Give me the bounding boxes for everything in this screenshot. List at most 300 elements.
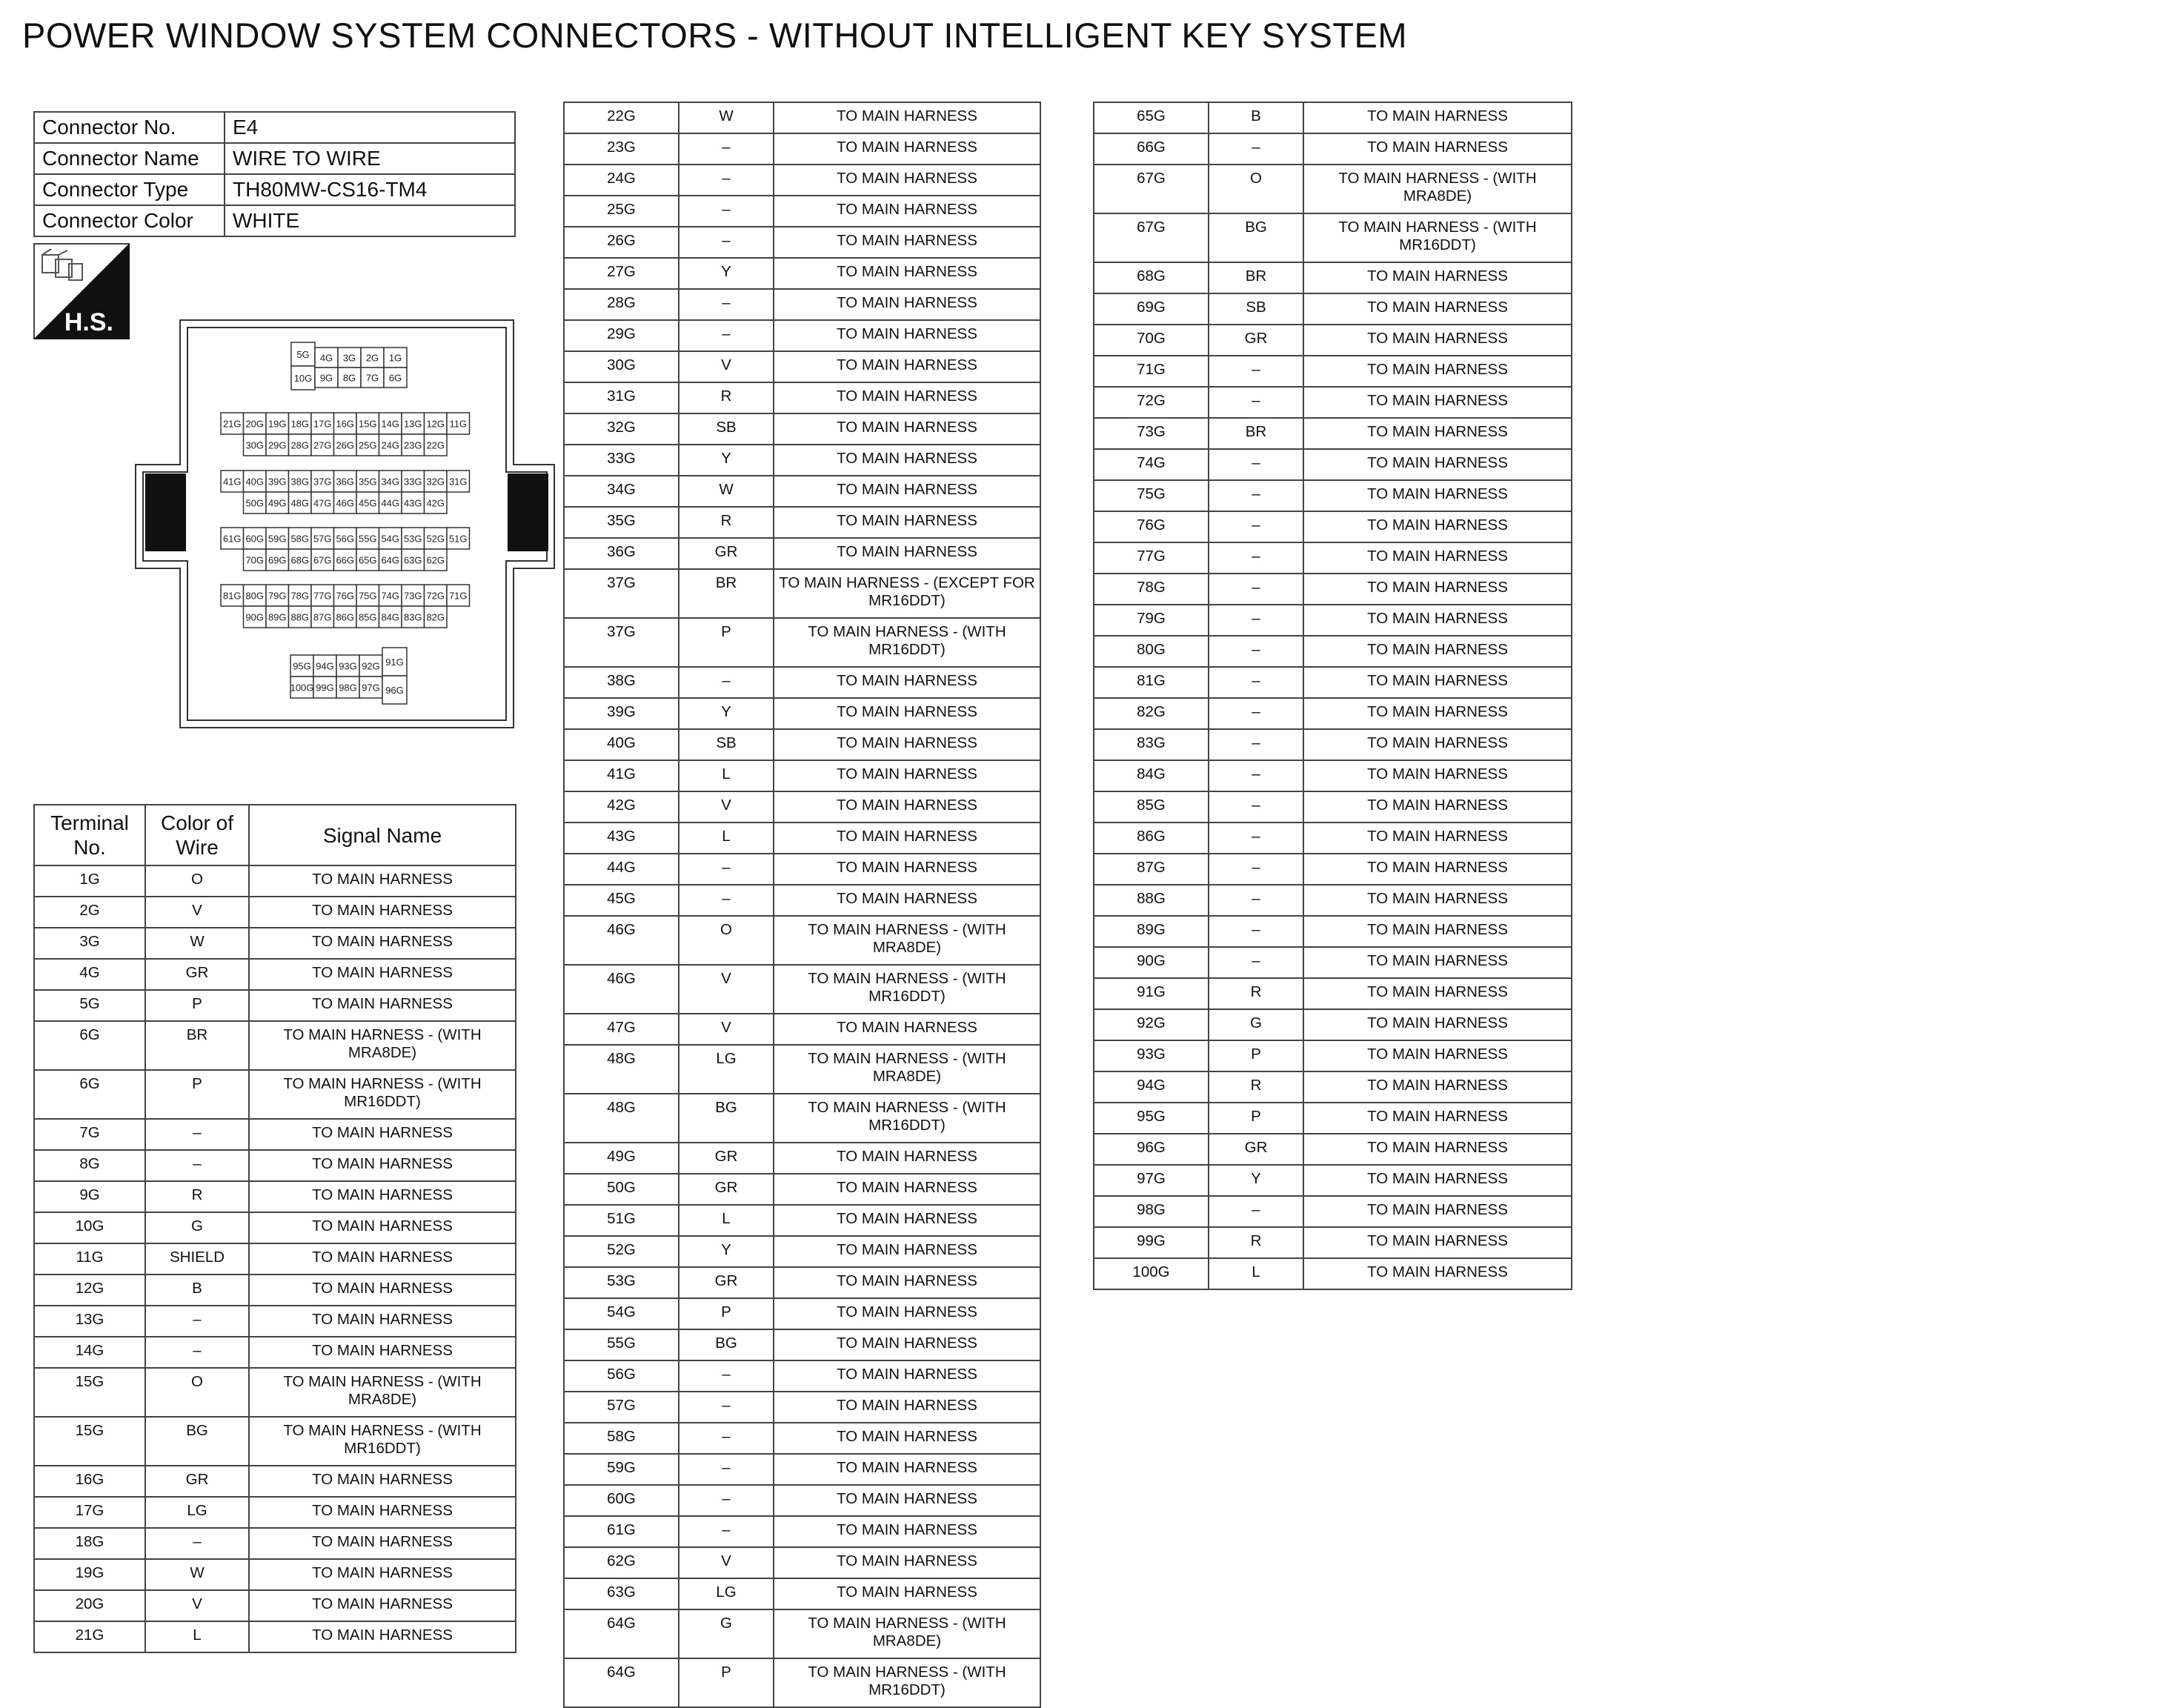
table-row xyxy=(34,1497,516,1528)
table-row xyxy=(34,1559,516,1590)
terminal-no: 70G xyxy=(1094,325,1209,356)
terminal-cell-label: 10G xyxy=(293,373,313,384)
terminal-cell-label: 33G xyxy=(403,476,422,488)
signal-name: TO MAIN HARNESS xyxy=(774,1423,1040,1454)
table-row xyxy=(34,1306,516,1337)
terminal-no: 81G xyxy=(1094,667,1209,698)
terminal-no: 86G xyxy=(1094,823,1209,854)
info-key: Connector Type xyxy=(34,174,225,205)
wire-color: V xyxy=(679,1547,774,1578)
table-row xyxy=(1094,605,1572,636)
signal-name: TO MAIN HARNESS xyxy=(774,791,1040,823)
terminal-no: 21G xyxy=(34,1621,145,1652)
header-color: Color of Wire xyxy=(145,805,249,865)
wire-color: W xyxy=(679,102,774,133)
terminal-cell-label: 98G xyxy=(339,682,357,694)
wire-color: V xyxy=(145,897,249,928)
wire-color: GR xyxy=(679,538,774,569)
table-row xyxy=(1094,916,1572,947)
terminal-no: 4G xyxy=(34,959,145,990)
signal-name: TO MAIN HARNESS xyxy=(1303,823,1572,854)
terminal-cell-label: 36G xyxy=(336,476,355,488)
terminal-cell-label: 89G xyxy=(267,611,287,623)
terminal-cell-label: 4G xyxy=(319,352,333,364)
wire-color: P xyxy=(679,1298,774,1329)
terminal-no: 36G xyxy=(564,538,679,569)
terminal-no: 79G xyxy=(1094,605,1209,636)
table-row xyxy=(1094,356,1572,387)
signal-name: TO MAIN HARNESS xyxy=(249,990,516,1021)
terminal-no: 64G xyxy=(564,1609,679,1658)
wire-color: BG xyxy=(145,1417,249,1466)
signal-name: TO MAIN HARNESS xyxy=(1303,1134,1572,1165)
wire-color: – xyxy=(679,196,774,227)
terminal-no: 39G xyxy=(564,698,679,729)
terminal-no: 31G xyxy=(564,382,679,413)
table-row xyxy=(1094,1071,1572,1103)
terminal-cell-label: 47G xyxy=(313,497,332,509)
table-row xyxy=(564,351,1040,382)
terminal-no: 38G xyxy=(564,667,679,698)
wire-color: BR xyxy=(145,1021,249,1070)
table-row xyxy=(564,854,1040,885)
signal-name: TO MAIN HARNESS xyxy=(1303,791,1572,823)
terminal-cell-label: 31G xyxy=(448,476,468,488)
table-row xyxy=(1094,293,1572,325)
wire-color: – xyxy=(679,885,774,916)
signal-name: TO MAIN HARNESS xyxy=(774,1578,1040,1609)
table-row xyxy=(1094,325,1572,356)
signal-name: TO MAIN HARNESS xyxy=(774,538,1040,569)
wire-color: LG xyxy=(679,1045,774,1094)
table-row xyxy=(564,1267,1040,1298)
terminal-cell-label: 80G xyxy=(245,590,265,602)
wire-color: – xyxy=(1209,636,1303,667)
terminal-cell-label: 11G xyxy=(449,418,468,430)
signal-name: TO MAIN HARNESS xyxy=(774,258,1040,289)
terminal-no: 42G xyxy=(564,791,679,823)
signal-name: TO MAIN HARNESS xyxy=(1303,605,1572,636)
table-row xyxy=(564,729,1040,760)
terminal-cell-label: 17G xyxy=(313,418,332,430)
terminal-no: 44G xyxy=(564,854,679,885)
terminal-cell-label: 58G xyxy=(290,533,310,545)
terminal-cell-label: 96G xyxy=(385,685,404,696)
connector-type-row xyxy=(34,174,515,205)
table-row xyxy=(34,1621,516,1652)
signal-name: TO MAIN HARNESS xyxy=(774,1267,1040,1298)
header-signal: Signal Name xyxy=(249,805,516,865)
terminal-cell-label: 60G xyxy=(245,533,265,545)
table-row xyxy=(564,1609,1040,1658)
signal-name: TO MAIN HARNESS xyxy=(1303,1103,1572,1134)
terminal-cell-label: 50G xyxy=(245,497,265,509)
terminal-cell-label: 81G xyxy=(222,590,242,602)
signal-name: TO MAIN HARNESS xyxy=(249,1528,516,1559)
signal-name: TO MAIN HARNESS xyxy=(1303,1009,1572,1040)
table-row xyxy=(564,1143,1040,1174)
wire-color: V xyxy=(679,351,774,382)
signal-name: TO MAIN HARNESS xyxy=(774,445,1040,476)
table-row xyxy=(564,885,1040,916)
wire-color: P xyxy=(679,618,774,667)
terminal-cell-label: 62G xyxy=(426,554,445,566)
signal-name: TO MAIN HARNESS xyxy=(774,729,1040,760)
terminal-cell-label: 67G xyxy=(313,554,332,566)
table-row xyxy=(564,965,1040,1014)
wire-color: – xyxy=(1209,854,1303,885)
terminal-no: 66G xyxy=(1094,133,1209,165)
table-row xyxy=(564,1205,1040,1236)
table-row xyxy=(564,1236,1040,1267)
terminal-no: 90G xyxy=(1094,947,1209,978)
terminal-no: 64G xyxy=(564,1658,679,1707)
terminal-cell-label: 13G xyxy=(403,418,422,430)
terminal-no: 13G xyxy=(34,1306,145,1337)
signal-name: TO MAIN HARNESS xyxy=(249,1497,516,1528)
table-row xyxy=(34,865,516,897)
table-row xyxy=(1094,133,1572,165)
signal-name: TO MAIN HARNESS xyxy=(774,351,1040,382)
table-row xyxy=(1094,1165,1572,1196)
wire-color: – xyxy=(1209,729,1303,760)
wire-color: Y xyxy=(1209,1165,1303,1196)
terminal-no: 62G xyxy=(564,1547,679,1578)
wire-color: O xyxy=(1209,165,1303,213)
terminal-cell-label: 38G xyxy=(290,476,310,488)
terminal-no: 8G xyxy=(34,1150,145,1181)
signal-name: TO MAIN HARNESS xyxy=(1303,1071,1572,1103)
terminal-cell-label: 92G xyxy=(362,660,380,672)
terminal-cell-label: 28G xyxy=(290,439,310,451)
wire-color: BR xyxy=(679,569,774,618)
terminal-no: 85G xyxy=(1094,791,1209,823)
wire-color: GR xyxy=(145,959,249,990)
wire-color: – xyxy=(145,1150,249,1181)
terminal-no: 50G xyxy=(564,1174,679,1205)
connector-info-table xyxy=(33,111,516,237)
signal-name: TO MAIN HARNESS xyxy=(1303,885,1572,916)
wire-color: R xyxy=(679,507,774,538)
signal-name: TO MAIN HARNESS xyxy=(774,1360,1040,1392)
terminal-cell-label: 20G xyxy=(245,418,265,430)
info-value: E4 xyxy=(225,112,515,143)
terminal-no: 45G xyxy=(564,885,679,916)
wire-color: O xyxy=(679,916,774,965)
wire-color: R xyxy=(679,382,774,413)
wire-color: BR xyxy=(1209,418,1303,449)
signal-name: TO MAIN HARNESS xyxy=(249,1181,516,1212)
terminal-no: 18G xyxy=(34,1528,145,1559)
wire-color: W xyxy=(145,928,249,959)
terminal-no: 6G xyxy=(34,1070,145,1119)
wire-color: – xyxy=(679,1392,774,1423)
table-row xyxy=(1094,1134,1572,1165)
table-row xyxy=(564,133,1040,165)
terminal-no: 67G xyxy=(1094,213,1209,262)
terminal-cell-label: 90G xyxy=(245,611,265,623)
signal-name: TO MAIN HARNESS xyxy=(249,897,516,928)
table-row xyxy=(1094,1103,1572,1134)
terminal-no: 30G xyxy=(564,351,679,382)
wire-color: – xyxy=(679,1423,774,1454)
table-row xyxy=(564,289,1040,320)
terminal-cell-label: 95G xyxy=(293,660,311,672)
table-row xyxy=(1094,760,1572,791)
terminal-no: 97G xyxy=(1094,1165,1209,1196)
terminal-no: 84G xyxy=(1094,760,1209,791)
terminal-no: 26G xyxy=(564,227,679,258)
connector-face-diagram xyxy=(132,316,558,731)
table-row xyxy=(564,1298,1040,1329)
wire-color: GR xyxy=(679,1174,774,1205)
table-row xyxy=(564,1094,1040,1143)
terminal-cell-label: 46G xyxy=(336,497,355,509)
terminal-no: 59G xyxy=(564,1454,679,1485)
wire-color: L xyxy=(145,1621,249,1652)
table-row xyxy=(1094,1009,1572,1040)
signal-name: TO MAIN HARNESS xyxy=(774,885,1040,916)
signal-name: TO MAIN HARNESS xyxy=(774,1205,1040,1236)
wire-color: SB xyxy=(1209,293,1303,325)
terminal-no: 75G xyxy=(1094,480,1209,511)
table-row xyxy=(1094,823,1572,854)
info-value: WHITE xyxy=(225,205,515,236)
wire-color: SB xyxy=(679,413,774,445)
wire-color: – xyxy=(679,667,774,698)
terminal-cell-label: 29G xyxy=(267,439,287,451)
signal-name: TO MAIN HARNESS xyxy=(1303,1040,1572,1071)
wire-color: – xyxy=(679,227,774,258)
signal-name: TO MAIN HARNESS xyxy=(774,413,1040,445)
table-row xyxy=(34,1119,516,1150)
wire-color: P xyxy=(145,990,249,1021)
terminal-cell-label: 40G xyxy=(245,476,265,488)
signal-name: TO MAIN HARNESS xyxy=(1303,325,1572,356)
left-lock-tab xyxy=(145,473,186,551)
wire-color: R xyxy=(1209,1227,1303,1258)
table-row xyxy=(1094,511,1572,542)
terminal-no: 57G xyxy=(564,1392,679,1423)
terminal-no: 68G xyxy=(1094,262,1209,293)
terminal-cell-label: 43G xyxy=(403,497,422,509)
signal-name: TO MAIN HARNESS xyxy=(1303,1258,1572,1289)
table-row xyxy=(1094,574,1572,605)
signal-name: TO MAIN HARNESS xyxy=(1303,1165,1572,1196)
table-row xyxy=(34,1417,516,1466)
terminal-cell-label: 44G xyxy=(381,497,400,509)
terminal-cell-label: 49G xyxy=(267,497,287,509)
terminal-cell-label: 37G xyxy=(313,476,332,488)
table-row xyxy=(1094,262,1572,293)
signal-name: TO MAIN HARNESS xyxy=(1303,511,1572,542)
terminal-cell-label: 100G xyxy=(290,682,314,694)
terminal-cell-label: 34G xyxy=(381,476,400,488)
table-row xyxy=(1094,698,1572,729)
terminal-cell-label: 12G xyxy=(426,418,445,430)
table-row xyxy=(34,959,516,990)
signal-name: TO MAIN HARNESS xyxy=(249,1243,516,1275)
wire-color: GR xyxy=(679,1143,774,1174)
signal-name: TO MAIN HARNESS - (WITH MR16DDT) xyxy=(774,1658,1040,1707)
right-lock-tab xyxy=(508,473,548,551)
signal-name: TO MAIN HARNESS xyxy=(1303,418,1572,449)
terminal-no: 92G xyxy=(1094,1009,1209,1040)
table-row xyxy=(1094,854,1572,885)
terminal-cell-label: 86G xyxy=(336,611,355,623)
signal-name: TO MAIN HARNESS xyxy=(1303,1196,1572,1227)
terminal-cell-label: 76G xyxy=(336,590,355,602)
table-row xyxy=(34,1337,516,1368)
wire-color: – xyxy=(679,1516,774,1547)
table-row xyxy=(564,538,1040,569)
table-row xyxy=(34,1150,516,1181)
signal-name: TO MAIN HARNESS - (WITH MRA8DE) xyxy=(774,1045,1040,1094)
table-row xyxy=(564,760,1040,791)
terminal-no: 41G xyxy=(564,760,679,791)
terminal-cell-label: 54G xyxy=(381,533,400,545)
terminal-cell-label: 64G xyxy=(381,554,400,566)
terminal-cell-label: 55G xyxy=(358,533,377,545)
wire-color: – xyxy=(679,1360,774,1392)
terminal-cell-label: 93G xyxy=(339,660,357,672)
signal-name: TO MAIN HARNESS xyxy=(774,1516,1040,1547)
table-row xyxy=(1094,667,1572,698)
wire-color: – xyxy=(1209,356,1303,387)
signal-name: TO MAIN HARNESS xyxy=(774,1454,1040,1485)
table-row xyxy=(564,823,1040,854)
terminal-no: 49G xyxy=(564,1143,679,1174)
terminal-cell-label: 75G xyxy=(358,590,377,602)
table-row xyxy=(564,1454,1040,1485)
table-row xyxy=(34,1212,516,1243)
table-row xyxy=(564,791,1040,823)
terminal-no: 58G xyxy=(564,1423,679,1454)
terminal-cell-label: 21G xyxy=(222,418,242,430)
wire-color: – xyxy=(145,1119,249,1150)
terminal-cell-label: 68G xyxy=(290,554,310,566)
terminal-cell-label: 42G xyxy=(426,497,445,509)
table-row xyxy=(34,928,516,959)
signal-name: TO MAIN HARNESS xyxy=(1303,449,1572,480)
wire-color: – xyxy=(1209,698,1303,729)
terminal-no: 69G xyxy=(1094,293,1209,325)
terminal-no: 23G xyxy=(564,133,679,165)
wire-color: BG xyxy=(679,1094,774,1143)
terminal-no: 43G xyxy=(564,823,679,854)
terminal-cell-label: 85G xyxy=(358,611,377,623)
wire-color: – xyxy=(1209,947,1303,978)
terminal-cell-label: 56G xyxy=(336,533,355,545)
info-value: TH80MW-CS16-TM4 xyxy=(225,174,515,205)
terminal-cell-label: 2G xyxy=(365,352,379,364)
signal-name: TO MAIN HARNESS xyxy=(774,1014,1040,1045)
terminal-no: 37G xyxy=(564,618,679,667)
signal-name: TO MAIN HARNESS xyxy=(774,1485,1040,1516)
table-row xyxy=(1094,1227,1572,1258)
terminal-cell-label: 6G xyxy=(388,372,402,384)
table-row xyxy=(564,196,1040,227)
signal-name: TO MAIN HARNESS xyxy=(774,1143,1040,1174)
terminal-no: 99G xyxy=(1094,1227,1209,1258)
terminal-no: 32G xyxy=(564,413,679,445)
table-row xyxy=(564,382,1040,413)
wire-color: – xyxy=(1209,480,1303,511)
table-row xyxy=(1094,418,1572,449)
terminal-no: 93G xyxy=(1094,1040,1209,1071)
terminal-cell-label: 82G xyxy=(426,611,445,623)
terminal-no: 3G xyxy=(34,928,145,959)
signal-name: TO MAIN HARNESS xyxy=(1303,854,1572,885)
table-row xyxy=(564,1045,1040,1094)
wire-color: G xyxy=(145,1212,249,1243)
signal-name: TO MAIN HARNESS xyxy=(249,1306,516,1337)
wire-color: V xyxy=(679,791,774,823)
wire-color: V xyxy=(679,965,774,1014)
signal-name: TO MAIN HARNESS xyxy=(249,1150,516,1181)
terminal-cell-label: 84G xyxy=(381,611,400,623)
terminal-no: 100G xyxy=(1094,1258,1209,1289)
table-row xyxy=(564,1014,1040,1045)
signal-name: TO MAIN HARNESS xyxy=(249,1559,516,1590)
terminal-no: 37G xyxy=(564,569,679,618)
terminal-cell-label: 71G xyxy=(448,590,468,602)
wire-color: B xyxy=(1209,102,1303,133)
terminal-cell-label: 73G xyxy=(403,590,422,602)
signal-name: TO MAIN HARNESS xyxy=(774,854,1040,885)
terminal-cell-label: 25G xyxy=(358,439,377,451)
terminal-no: 53G xyxy=(564,1267,679,1298)
table-row xyxy=(564,102,1040,133)
wire-color: – xyxy=(1209,605,1303,636)
terminal-cell-label: 14G xyxy=(381,418,400,430)
table-row xyxy=(564,569,1040,618)
signal-name: TO MAIN HARNESS xyxy=(249,1212,516,1243)
wire-color: SHIELD xyxy=(145,1243,249,1275)
terminal-no: 47G xyxy=(564,1014,679,1045)
signal-name: TO MAIN HARNESS xyxy=(249,1119,516,1150)
hs-label: H.S. xyxy=(64,308,113,336)
terminal-no: 10G xyxy=(34,1212,145,1243)
wire-color: GR xyxy=(1209,1134,1303,1165)
table-row xyxy=(34,1590,516,1621)
signal-name: TO MAIN HARNESS xyxy=(774,1236,1040,1267)
signal-name: TO MAIN HARNESS xyxy=(249,1621,516,1652)
table-row xyxy=(564,413,1040,445)
wire-color: GR xyxy=(145,1466,249,1497)
terminal-no: 48G xyxy=(564,1045,679,1094)
signal-name: TO MAIN HARNESS - (WITH MR16DDT) xyxy=(1303,213,1572,262)
terminal-no: 12G xyxy=(34,1275,145,1306)
terminal-cell-label: 59G xyxy=(267,533,287,545)
terminal-cell-label: 48G xyxy=(290,497,310,509)
wire-color: – xyxy=(1209,133,1303,165)
signal-name: TO MAIN HARNESS - (WITH MR16DDT) xyxy=(249,1070,516,1119)
terminal-cell-label: 24G xyxy=(381,439,400,451)
table-row xyxy=(564,1516,1040,1547)
wire-color: V xyxy=(679,1014,774,1045)
terminal-no: 78G xyxy=(1094,574,1209,605)
signal-name: TO MAIN HARNESS xyxy=(774,1547,1040,1578)
terminal-cell-label: 26G xyxy=(336,439,355,451)
harness-side-icon xyxy=(33,243,130,339)
signal-name: TO MAIN HARNESS xyxy=(774,1392,1040,1423)
terminal-cell-label: 61G xyxy=(222,533,242,545)
signal-name: TO MAIN HARNESS xyxy=(1303,262,1572,293)
terminal-no: 35G xyxy=(564,507,679,538)
terminal-no: 25G xyxy=(564,196,679,227)
table-row xyxy=(1094,978,1572,1009)
